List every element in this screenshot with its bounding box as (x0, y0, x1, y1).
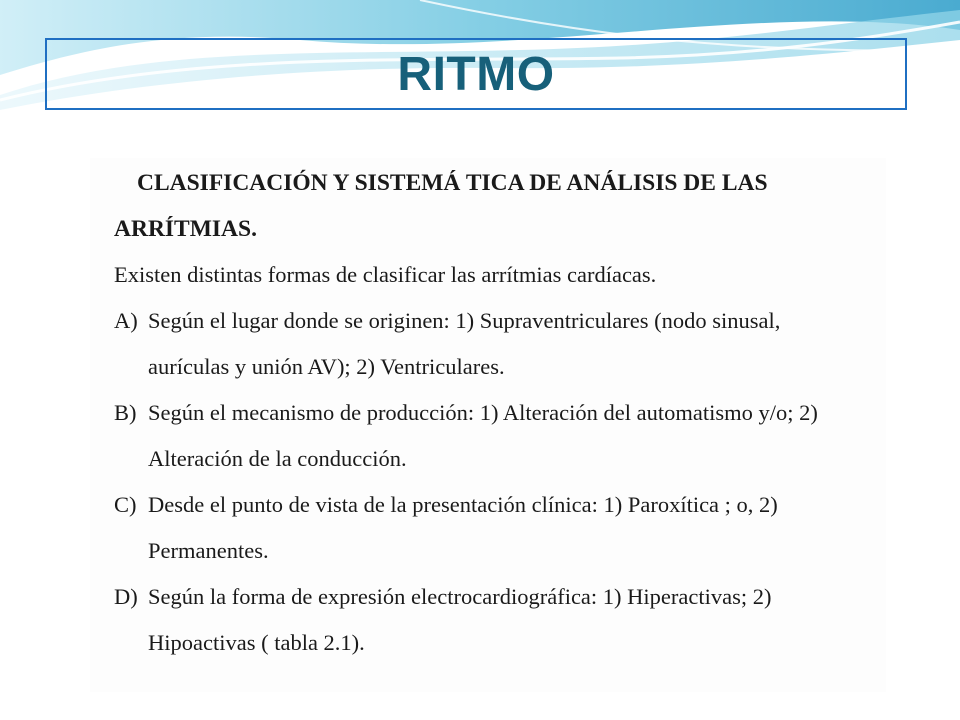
list-item-line2: Hipoactivas ( tabla 2.1). (148, 630, 365, 655)
list-item-line1: Desde el punto de vista de la presentación clínica: 1) Paroxítica ; o, 2) (148, 492, 778, 517)
list-item-line2: Alteración de la conducción. (148, 446, 407, 471)
list-item-line2: aurículas y unión AV); 2) Ventriculares. (148, 354, 505, 379)
document-heading-line2: ARRÍTMIAS. (114, 216, 257, 242)
list-marker: C) (114, 492, 137, 517)
document-image (90, 158, 886, 692)
slide-title-box (45, 38, 907, 110)
document-intro: Existen distintas formas de clasificar las arrítmias cardíacas. (114, 262, 657, 287)
slide-title: RITMO (397, 47, 555, 101)
list-marker: B) (114, 400, 137, 425)
list-item-line2: Permanentes. (148, 538, 269, 563)
list-marker: A) (114, 308, 138, 333)
document-heading-line1: CLASIFICACIÓN Y SISTEMÁ TICA DE ANÁLISIS DE LAS (137, 170, 768, 196)
list-marker: D) (114, 584, 138, 609)
list-item-line1: Según el mecanismo de producción: 1) Alteración del automatismo y/o; 2) (148, 400, 818, 425)
list-item-line1: Según la forma de expresión electrocardiográfica: 1) Hiperactivas; 2) (148, 584, 772, 609)
list-item-line1: Según el lugar donde se originen: 1) Supraventriculares (nodo sinusal, (148, 308, 781, 333)
